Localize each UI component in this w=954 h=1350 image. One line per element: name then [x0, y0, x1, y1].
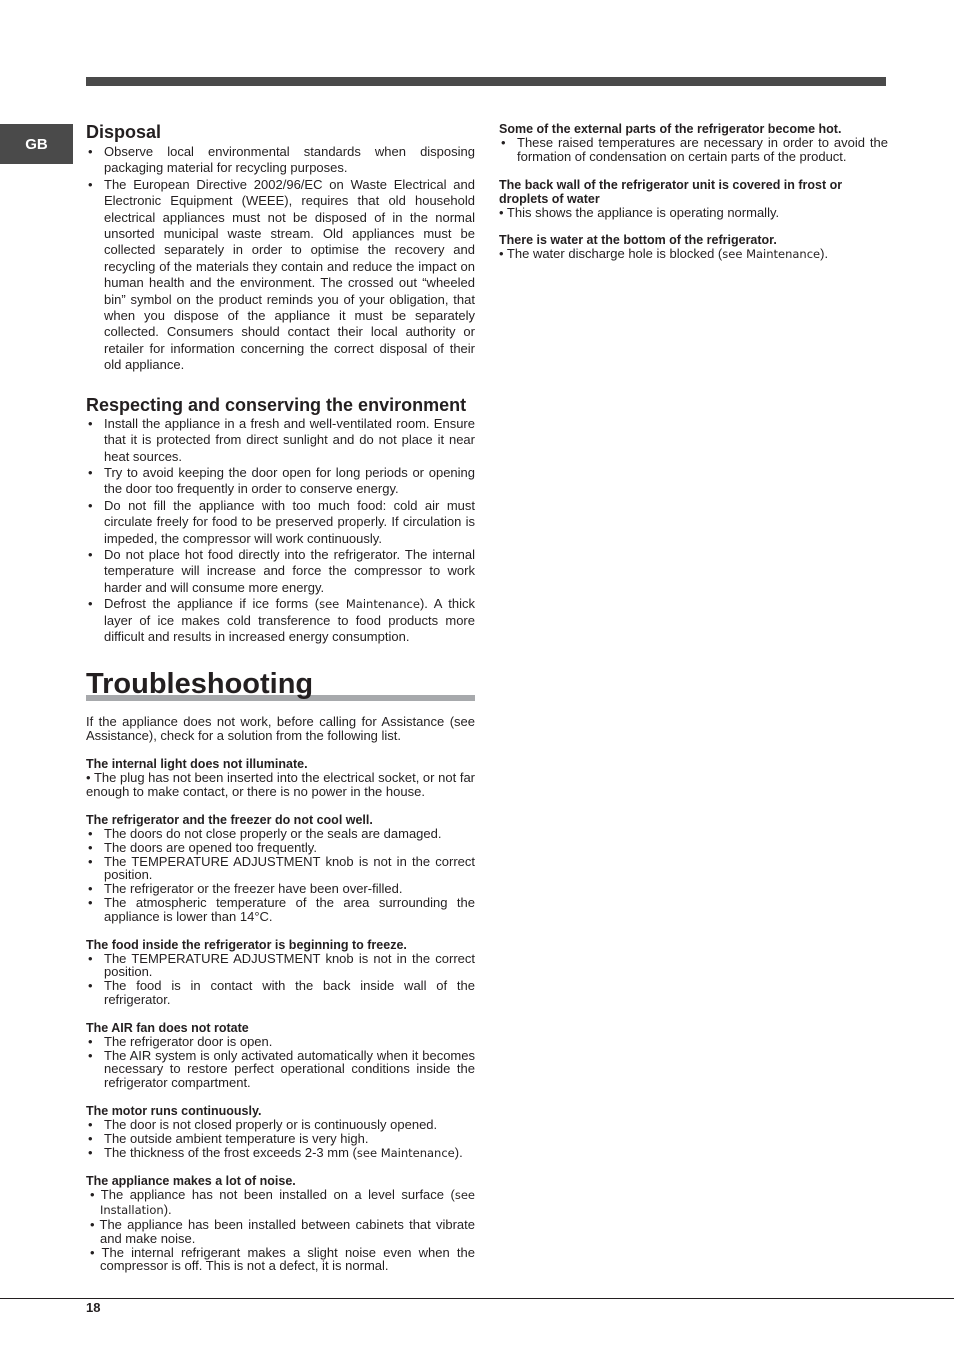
see-reference: see Maintenance: [319, 597, 420, 612]
page-number: 18: [86, 1300, 101, 1315]
right-column: [499, 122, 888, 262]
answer-list: [86, 1118, 475, 1160]
troubleshooting-title: Troubleshooting: [86, 668, 314, 701]
question-heading: The internal light does not illuminate.: [86, 757, 308, 772]
footer-rule: [0, 1298, 954, 1299]
question-heading: The motor runs continuously.: [86, 1103, 262, 1118]
answer-text: • The plug has not been inserted into the electrical socket, or not far enough to make contact, or there is no power in the house.: [86, 770, 475, 800]
list-item: • Do not fill the appliance with too much food: cold air must circulate freely for food to be preserved properly. If circulation is impeded, the compressor will work continuously.: [86, 498, 475, 547]
list-item: • The food is in contact with the back inside wall of the refrigerator.: [86, 979, 475, 1007]
list-item: • The outside ambient temperature is very high.: [86, 1132, 475, 1146]
list-item: • The doors do not close properly or the seals are damaged.: [86, 827, 475, 841]
question-heading: There is water at the bottom of the refrigerator.: [499, 233, 777, 248]
environment-heading: Respecting and conserving the environment: [86, 394, 467, 415]
list-item: • Defrost the appliance if ice forms (see Maintenance). A thick layer of ice makes cold transference to food products more difficult and results in increased energy consumption.: [86, 596, 475, 645]
list-item: • Observe local environmental standards when disposing packaging material for recycling purposes.: [86, 144, 475, 177]
list-item: • These raised temperatures are necessary in order to avoid the formation of condensation on certain parts of the product.: [499, 136, 888, 164]
language-tab: GB: [0, 124, 73, 164]
list-item: • Do not place hot food directly into the refrigerator. The internal temperature will increase and force the compressor to work harder and will consume more energy.: [86, 547, 475, 596]
list-item: • The thickness of the frost exceeds 2-3 mm (see Maintenance).: [86, 1146, 475, 1161]
list-item: • The doors are opened too frequently.: [86, 841, 475, 855]
question-heading: The appliance makes a lot of noise.: [86, 1174, 296, 1189]
see-reference: see Maintenance: [722, 247, 821, 262]
list-item: • Try to avoid keeping the door open for long periods or opening the door too frequently in order to conserve energy.: [86, 465, 475, 498]
question-heading: The refrigerator and the freezer do not cool well.: [86, 812, 373, 827]
list-item: • Install the appliance in a fresh and well-ventilated room. Ensure that it is protected from direct sunlight and do not place it near heat sources.: [86, 416, 475, 465]
answer-list: [499, 136, 888, 164]
question-heading: The AIR fan does not rotate: [86, 1020, 249, 1035]
environment-list: [86, 416, 475, 646]
question-heading: The food inside the refrigerator is beginning to freeze.: [86, 937, 407, 952]
list-item: • The door is not closed properly or is continuously opened.: [86, 1118, 475, 1132]
header-bar: [86, 77, 886, 86]
list-item: • The AIR system is only activated automatically when it becomes necessary to restore perfect operational conditions inside the refrigerator compartment.: [86, 1049, 475, 1090]
list-item: • The atmospheric temperature of the area surrounding the appliance is lower than 14°C.: [86, 896, 475, 924]
disposal-list: [86, 144, 475, 374]
answer-text: • The appliance has not been installed on a level surface (see Installation).: [90, 1187, 475, 1218]
disposal-heading: Disposal: [86, 122, 162, 142]
see-reference: see Installation: [100, 1188, 475, 1218]
answer-list: [86, 827, 475, 924]
answer-list: [86, 952, 475, 1007]
question-heading: Some of the external parts of the refrigerator become hot.: [499, 122, 842, 136]
list-item: • The European Directive 2002/96/EC on Waste Electrical and Electronic Equipment (WEEE), requires that old household electrical appliances must not be disposed of in the normal unsorted municipal waste stream. Old appliances must be collected separately in order to optimise the recovery and recycling of the materials they contain and reduce the impact on human health and the environment. The crossed out “wheeled bin” symbol on the product reminds you of your obligation, that when you dispose of the appliance it must be separately collected. Consumers should contact their local authority or retailer for information concerning the correct disposal of their old appliance.: [86, 177, 475, 374]
list-item: • The TEMPERATURE ADJUSTMENT knob is not in the correct position.: [86, 952, 475, 980]
answer-text: • The internal refrigerant makes a slight noise even when the compressor is off. This is not a defect, it is normal.: [90, 1244, 475, 1274]
list-item: • The refrigerator or the freezer have been over-filled.: [86, 882, 475, 896]
troubleshooting-intro: If the appliance does not work, before calling for Assistance (see Assistance), check for a solution from the following list.: [86, 714, 475, 744]
list-item: • The refrigerator door is open.: [86, 1035, 475, 1049]
see-reference: see Maintenance: [356, 1145, 455, 1160]
question-heading: The back wall of the refrigerator unit is covered in frost or droplets of water: [499, 177, 843, 206]
list-item: • The TEMPERATURE ADJUSTMENT knob is not in the correct position.: [86, 855, 475, 883]
answer-list: [86, 1035, 475, 1090]
answer-text: • The water discharge hole is blocked (see Maintenance).: [499, 246, 829, 262]
answer-text: • This shows the appliance is operating normally.: [499, 204, 780, 220]
left-column: [86, 120, 475, 1273]
answer-text: • The appliance has been installed between cabinets that vibrate and make noise.: [90, 1216, 475, 1246]
